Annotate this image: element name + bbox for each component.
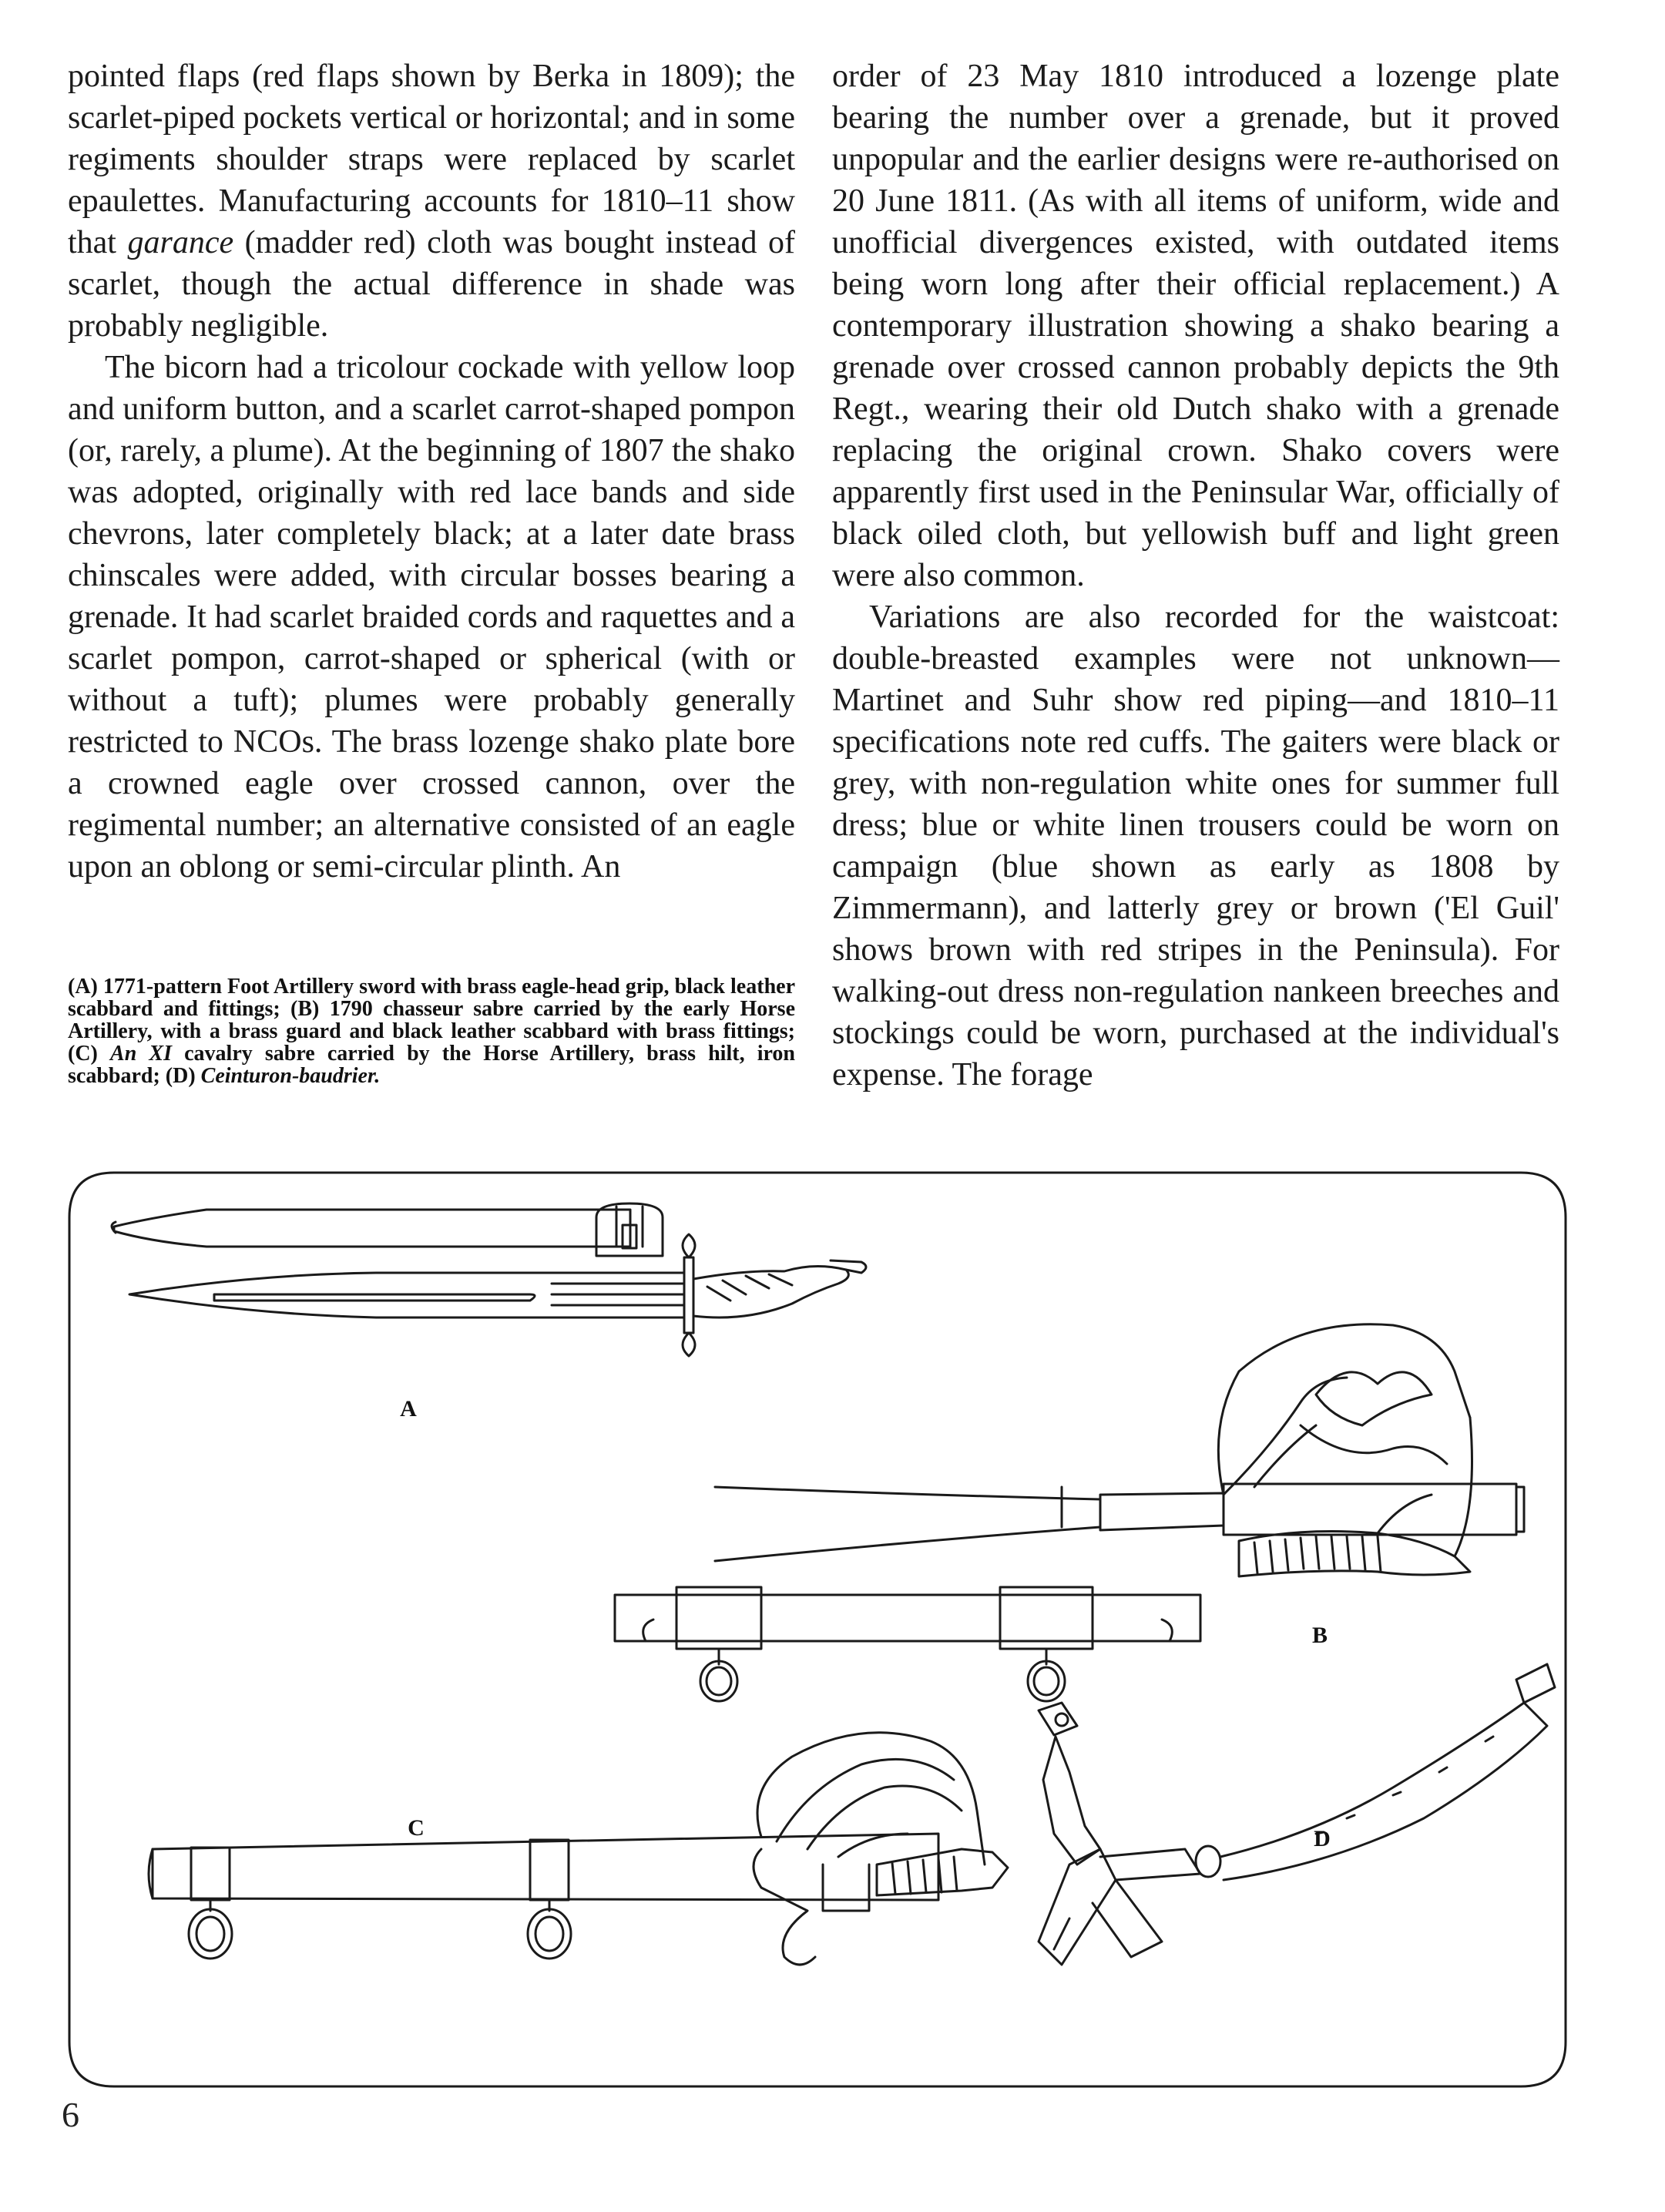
- sword-c-sabre: [149, 1733, 1008, 1965]
- left-paragraph-1: pointed flaps (red flaps shown by Berka in 1809); the scarlet-piped pockets vertical or horizontal; and in some regiments shoulder straps were replaced by scarlet epaulettes. Manufacturing accounts for 1810–11 show that garance (madder red) cloth was bought instead of scarlet, though the actual difference in shade was probably negligible.: [68, 59, 795, 344]
- right-paragraph-1: order of 23 May 1810 introduced a lozenge plate bearing the number over a grenade, but it proved unpopular and the earlier designs were re-authorised on 20 June 1811. (As with all items of uniform, wide and unofficial divergences existed, with outdated items being worn long after their official replacement.) A contemporary illustration showing a shako bearing a grenade over crossed cannon probably depicts the 9th Regt., wearing their old Dutch shako with a grenade replacing the original crown. Shako covers were apparently first used in the Peninsular War, officially of black oiled cloth, but yellowish buff and light green were also common.: [832, 59, 1559, 593]
- label-d: D: [1314, 1826, 1331, 1851]
- left-paragraph-2: The bicorn had a tricolour cockade with yellow loop and uniform button, and a scarlet carrot-shaped pompon (or, rarely, a plume). At the beginning of 1807 the shako was adopted, originally with red lace bands and side chevrons, later completely black; at a later date brass chinscales were added, with circular bosses bearing a grenade. It had scarlet braided cords and raquettes and a scarlet pompon, carrot-shaped or spherical (with or without a tuft); plumes were probably generally restricted to NCOs. The brass lozenge shako plate bore a crowned eagle over crossed cannon, over the regimental number; an alternative consisted of an eagle upon an oblong or semi-circular plinth. An: [68, 350, 795, 884]
- right-text-column: [832, 55, 1559, 1096]
- sword-a-scabbard: [112, 1203, 663, 1256]
- sword-b-scabbard: [615, 1587, 1200, 1701]
- label-c: C: [408, 1815, 425, 1841]
- sword-illustration-plate: [68, 1171, 1567, 2088]
- sword-a-blade: [129, 1234, 866, 1356]
- left-text-column: [68, 55, 795, 888]
- page-number: 6: [62, 2095, 79, 2134]
- plate-frame: [69, 1173, 1566, 2086]
- belt-d-ceinturon: [1039, 1664, 1555, 1965]
- label-a: A: [400, 1396, 417, 1422]
- italic-term-garance: garance: [127, 225, 234, 260]
- sword-b-sabre: [715, 1324, 1524, 1576]
- label-b: B: [1311, 1623, 1328, 1648]
- right-paragraph-2: Variations are also recorded for the waistcoat: double-breasted examples were not unknown—Martinet and Suhr show red piping—and 1810–11 specifications note red cuffs. The gaiters were black or grey, with non-regulation white ones for summer full dress; blue or white linen trousers could be worn on campaign (blue shown as early as 1808 by Zimmermann), and latterly grey or brown ('El Guil' shows brown with red stripes in the Peninsula). For walking-out dress non-regulation nankeen breeches and stockings could be worn, purchased at the individual's expense. The forage: [832, 599, 1559, 1093]
- figure-caption: (A) 1771-pattern Foot Artillery sword with brass eagle-head grip, black leather scabbard and fittings; (B) 1790 chasseur sabre carried by the early Horse Artillery, with a brass guard and black leather scabbard with brass fittings; (C) An XI cavalry sabre carried by the Horse Artillery, brass hilt, iron scabbard; (D) Ceinturon-baudrier.: [68, 975, 795, 1088]
